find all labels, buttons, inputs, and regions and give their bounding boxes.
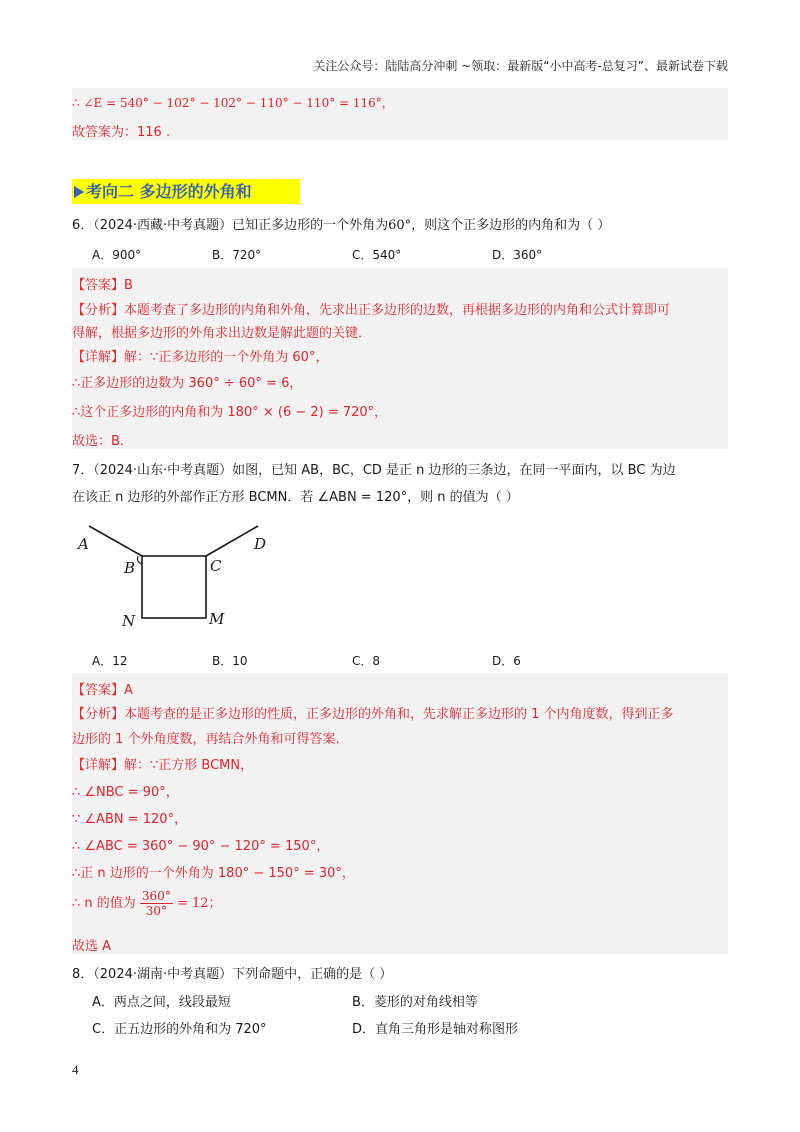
question-7-detail-4: ∴ ∠ABC = 360° − 90° − 120° = 150°， [72,839,330,854]
question-8-option-c: C．正五边形的外角和为 720° [92,1022,267,1037]
question-7-stem-1: 7．（2024·山东·中考真题）如图，已知 AB，BC，CD 是正 n 边形的三条边，在同一平面内，以 BC 为边 [72,463,676,478]
question-6-detail-3: ∴这个正多边形的内角和为 180° × (6 − 2) = 720°， [72,405,388,420]
previous-solution-line: ∴ ∠E = 540° − 102° − 102° − 110° − 110° = 116°， [72,96,394,110]
fraction-numerator: 360° [141,889,171,903]
question-6-option-d: D．360° [492,248,543,262]
label-n: N [122,612,136,630]
section-title: 考向二 多边形的外角和 [86,182,252,201]
question-6-analysis-2: 得解，根据多边形的外角求出边数是解此题的关键． [72,326,372,341]
question-6-option-c: C．540° [352,248,402,262]
question-6-option-b: B．720° [212,248,262,262]
fraction [140,889,173,918]
question-8-option-a: A．两点之间，线段最短 [92,995,231,1010]
question-6-stem-tail: ，则这个正多边形的内角和为（ ） [411,218,611,233]
question-8-stem: 8．（2024·湖南·中考真题）下列命题中，正确的是（ ） [72,967,393,982]
question-7-conclusion: 故选 A [72,939,112,954]
question-7-detail-6 [72,889,222,918]
question-6-option-a: A．900° [92,248,142,262]
question-7-figure [72,518,292,638]
question-7-option-b: B．10 [212,654,248,668]
question-6-detail-2: ∴正多边形的边数为 360° ÷ 60° = 6， [72,376,303,391]
question-7-detail-6-pre: ∴ n 的值为 [72,896,136,911]
question-8-option-b: B．菱形的对角线相等 [352,995,478,1010]
fraction-denominator: 30° [145,904,168,918]
section-heading [72,179,300,204]
question-7-detail-5: ∴正 n 边形的一个外角为 180° − 150° = 30°， [72,866,355,881]
question-8-option-d: D．直角三角形是轴对称图形 [352,1022,519,1037]
label-b: B [124,559,136,577]
label-m: M [209,610,225,628]
question-7-detail-3: ∵ ∠ABN = 120°， [72,812,188,827]
question-7-option-d: D．6 [492,654,521,668]
page-number: 4 [72,1062,79,1077]
segment-cd [206,526,258,556]
label-a: A [78,535,89,553]
question-6-angle: 60° [388,218,412,233]
segment-ab [89,526,142,556]
question-7-option-c: C．8 [352,654,381,668]
square-bcmn [142,556,206,618]
question-7-detail-1: 【详解】解：∵正方形 BCMN， [72,758,254,773]
question-6-detail-1: 【详解】解：∵正多边形的一个外角为 60°， [72,350,329,365]
question-7-analysis-1: 【分析】本题考查的是正多边形的性质，正多边形的外角和，先求解正多边形的 1 个内角度数，得到正多 [72,707,674,722]
question-7-option-a: A．12 [92,654,128,668]
question-7-answer: 【答案】A [72,683,133,698]
arrow-icon [74,186,84,198]
question-7-detail-2: ∴ ∠NBC = 90°， [72,785,179,800]
page-header: 关注公众号：陆陆高分冲刺 ~领取：最新版“小中高考-总复习”、最新试卷下载 [313,59,728,73]
question-6-stem [72,214,610,233]
question-7-analysis-2: 边形的 1 个外角度数，再结合外角和可得答案. [72,732,340,747]
question-7-stem-2: 在该正 n 边形的外部作正方形 BCMN．若 ∠ABN = 120°，则 n 的值为（ ） [72,490,519,505]
label-c: C [210,557,222,575]
question-7-detail-6-post: = 12； [176,896,222,911]
question-6-stem-text: 6．（2024·西藏·中考真题）已知正多边形的一个外角为 [72,218,389,233]
question-6-analysis-1: 【分析】本题考查了多边形的内角和外角，先求出正多边形的边数，再根据多边形的内角和公式计算即可 [72,303,671,318]
question-6-answer: 【答案】B [72,278,133,293]
question-6-conclusion: 故选：B． [72,434,133,449]
label-d: D [254,535,267,553]
previous-answer-line: 故答案为：116 . [72,125,171,140]
